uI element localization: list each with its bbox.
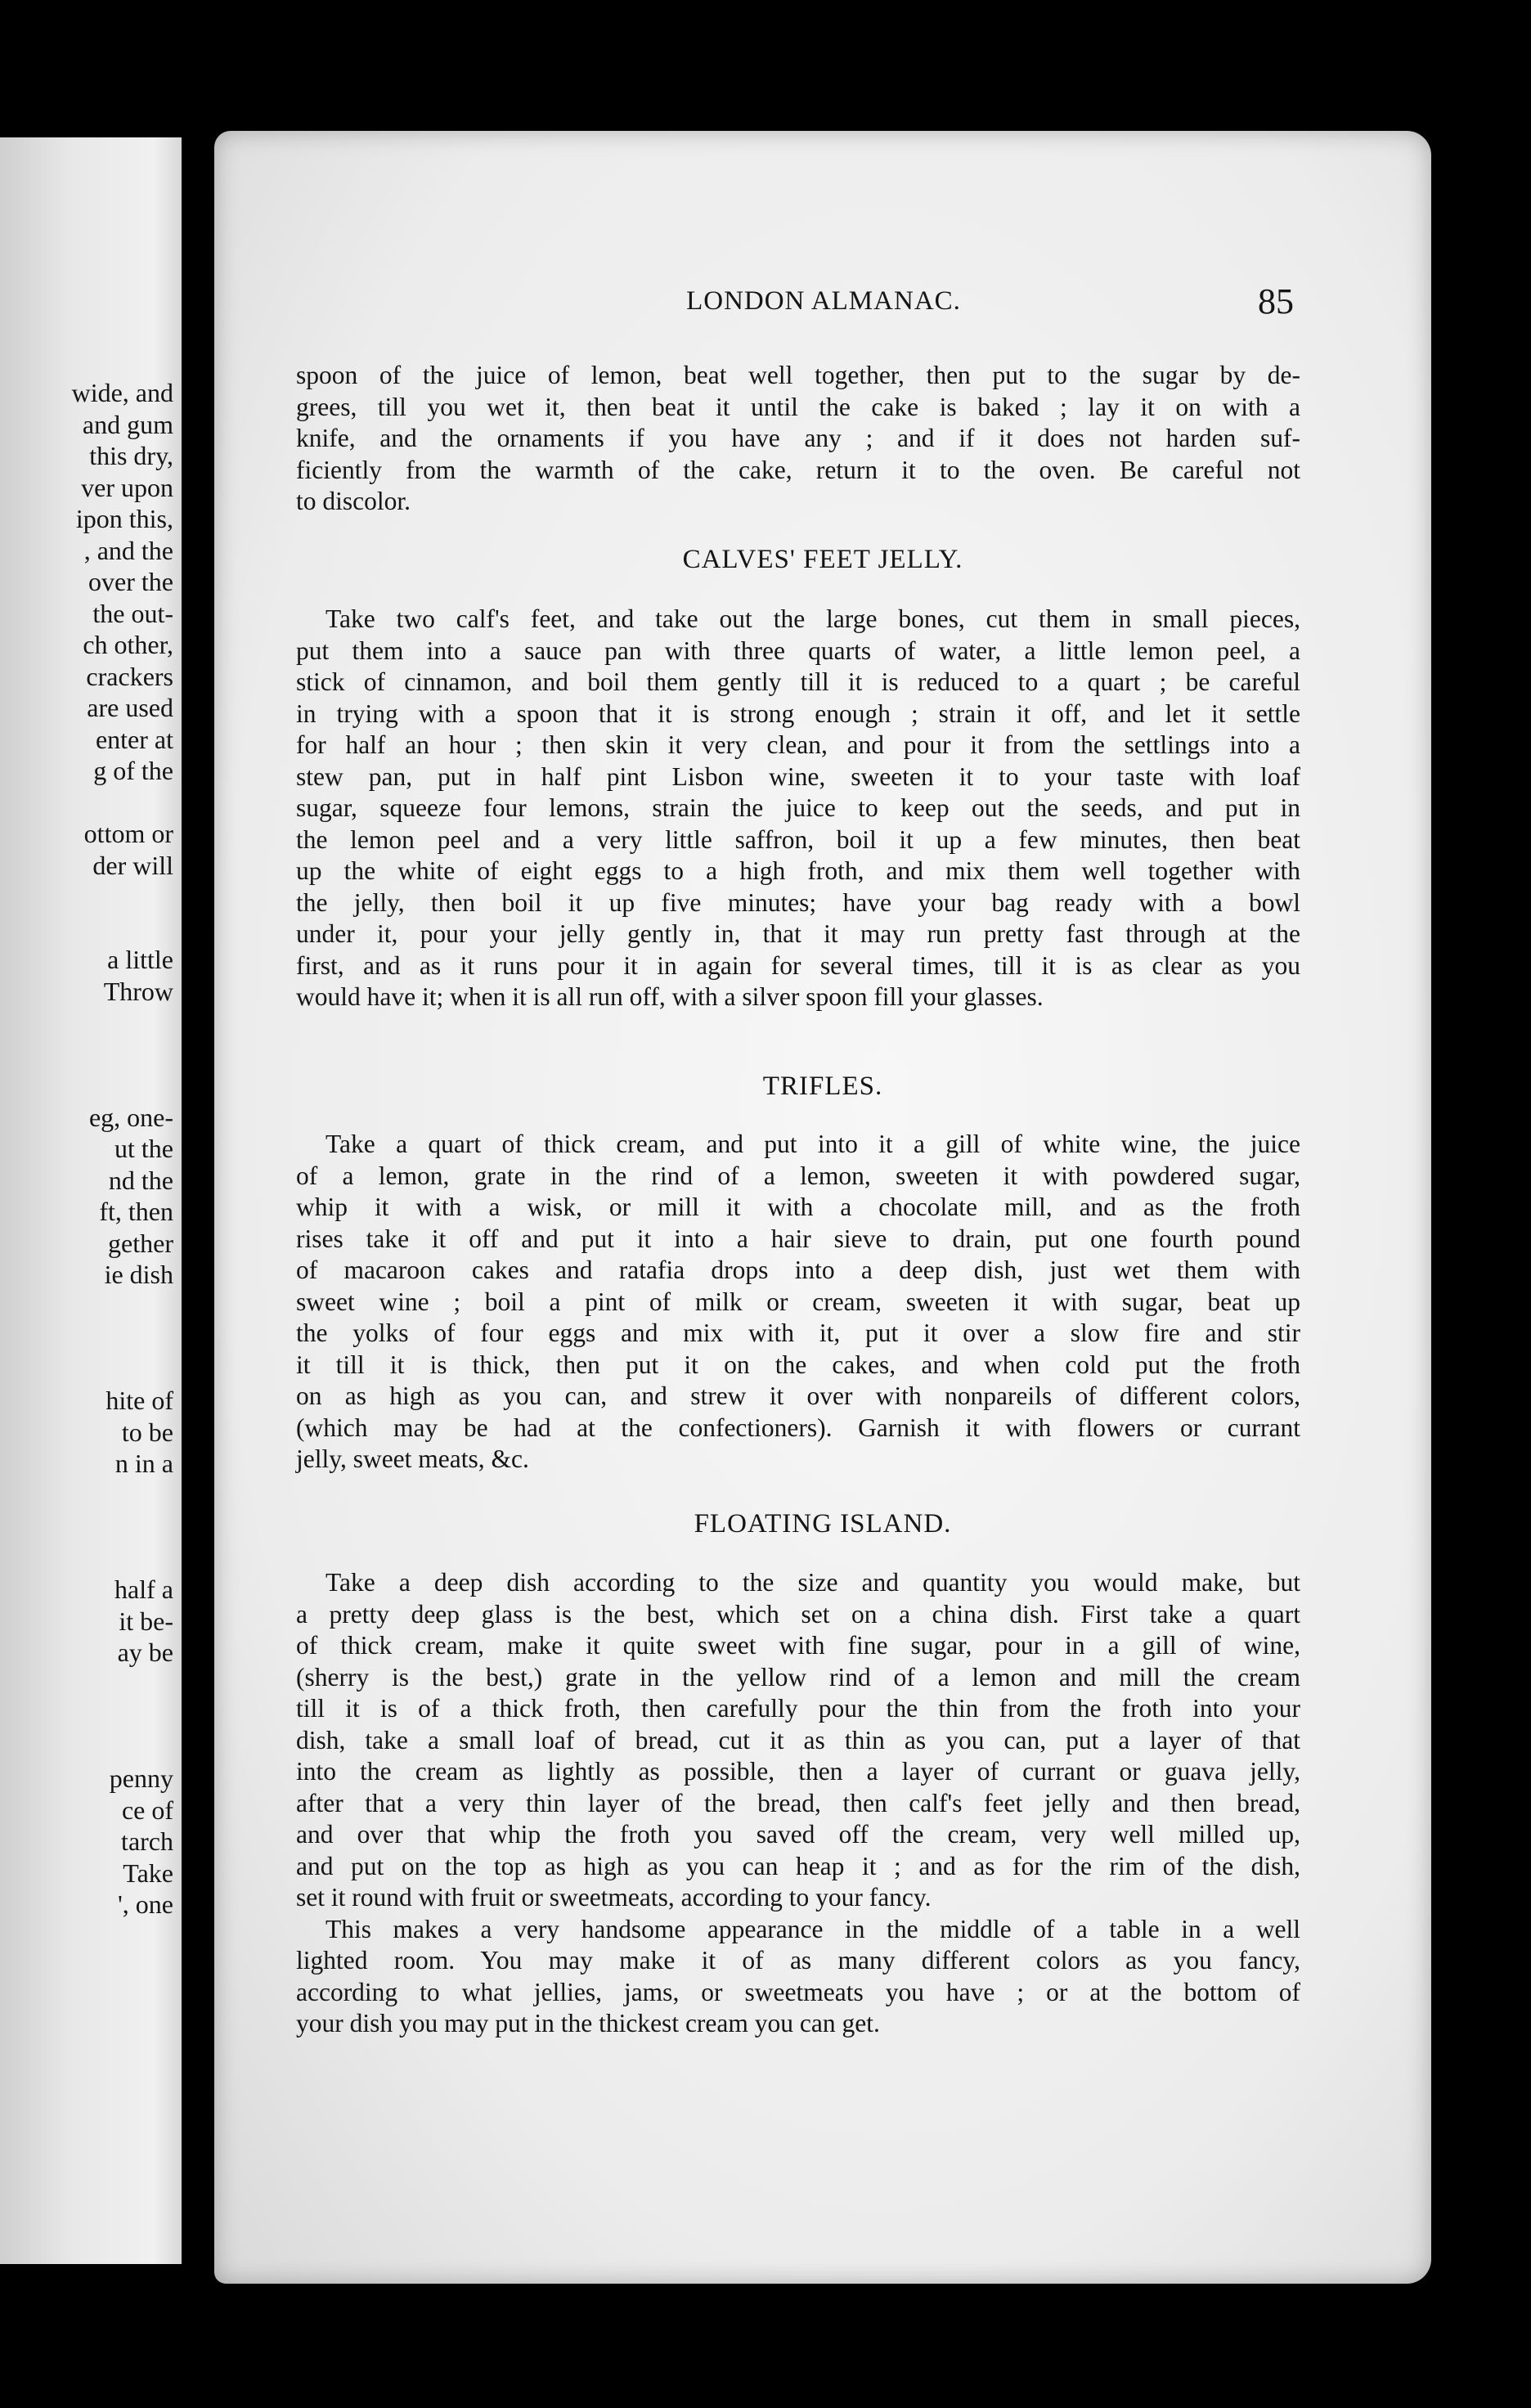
facing-page-line: g of the <box>93 756 173 785</box>
text-line: stick of cinnamon, and boil them gently till it is reduced to a quart ; be careful <box>296 667 1300 696</box>
facing-page-line: ft, then <box>99 1197 173 1226</box>
facing-page-line: gether <box>108 1228 173 1258</box>
facing-page-line: penny <box>109 1763 173 1793</box>
facing-page-line: it be- <box>119 1606 173 1636</box>
text-line: jelly, sweet meats, &c. <box>296 1444 529 1473</box>
text-line: sugar, squeeze four lemons, strain the juice to keep out the seeds, and put in <box>296 793 1300 822</box>
text-line: the lemon peel and a very little saffron, boil it up a few minutes, then beat <box>296 824 1300 854</box>
text-line: to discolor. <box>296 487 411 515</box>
text-line: in trying with a spoon that it is strong enough ; strain it off, and let it settle <box>296 699 1300 728</box>
facing-page-line: and gum <box>82 409 173 439</box>
text-line: on as high as you can, and strew it over with nonpareils of different colors, <box>296 1381 1300 1410</box>
page-number: 85 <box>1258 281 1294 321</box>
book-page <box>214 131 1431 2284</box>
text-line: first, and as it runs pour it in again for several times, till it is as clear as you <box>296 950 1300 980</box>
facing-page-line: hite of <box>106 1386 173 1415</box>
facing-page-line: ipon this, <box>75 504 173 533</box>
section-title: FLOATING ISLAND. <box>694 1509 952 1539</box>
facing-page-line: ', one <box>118 1889 173 1919</box>
text-line: whip it with a wisk, or mill it with a chocolate mill, and as the froth <box>296 1193 1300 1221</box>
facing-page-line: ce of <box>121 1795 173 1825</box>
text-line: dish, take a small loaf of bread, cut it as thin as you can, put a layer of that <box>296 1725 1300 1754</box>
facing-page-line: ottom or <box>83 819 173 848</box>
section-title: TRIFLES. <box>762 1071 883 1101</box>
facing-page-line: ver upon <box>81 472 173 502</box>
text-line: of a lemon, grate in the rind of a lemon, sweeten it with powdered sugar, <box>296 1161 1300 1190</box>
text-line: Take two calf's feet, and take out the large bones, cut them in small pieces, <box>326 604 1300 633</box>
text-line: and over that whip the froth you saved off the cream, very well milled up, <box>296 1820 1300 1849</box>
text-line: (sherry is the best,) grate in the yellow rind of a lemon and mill the cream <box>296 1662 1300 1691</box>
text-line: after that a very thin layer of the bread, then calf's feet jelly and then bread, <box>296 1788 1300 1817</box>
text-line: (which may be had at the confectioners). Garnish it with flowers or currant <box>296 1413 1300 1442</box>
text-line: till it is of a thick froth, then carefully pour the thin from the froth into your <box>296 1694 1300 1723</box>
facing-page-line: to be <box>121 1417 173 1447</box>
text-line: according to what jellies, jams, or sweetmeats you have ; or at the bottom of <box>296 1977 1300 2006</box>
facing-page-line: Take <box>123 1858 173 1888</box>
facing-page-line: ie dish <box>104 1260 173 1289</box>
facing-page-line: der will <box>92 850 173 880</box>
facing-page-line: nd the <box>108 1165 173 1195</box>
text-line: the yolks of four eggs and mix with it, put it over a slow fire and stir <box>296 1319 1300 1347</box>
text-line: knife, and the ornaments if you have any ; and if it does not harden suf- <box>296 424 1300 452</box>
text-line: into the cream as lightly as possible, then a layer of currant or guava jelly, <box>296 1757 1300 1786</box>
text-line: would have it; when it is all run off, with a silver spoon fill your glasses. <box>296 982 1044 1011</box>
facing-page-line: , and the <box>83 535 173 565</box>
facing-page-line: the out- <box>92 598 173 628</box>
facing-page-line: ut the <box>114 1134 173 1163</box>
facing-page-line: ch other, <box>83 630 173 659</box>
text-line: lighted room. You may make it of as many different colors as you fancy, <box>296 1946 1300 1974</box>
facing-page-line: enter at <box>95 724 173 754</box>
text-line: stew pan, put in half pint Lisbon wine, sweeten it to your taste with loaf <box>296 761 1300 791</box>
facing-page-line: ay be <box>117 1638 173 1667</box>
text-line: of macaroon cakes and ratafia drops into a deep dish, just wet them with <box>296 1256 1300 1284</box>
text-line: under it, pour your jelly gently in, that it may run pretty fast through at the <box>296 919 1300 948</box>
facing-page-line: a little <box>107 945 173 974</box>
facing-page-line: wide, and <box>71 378 173 407</box>
text-line: Take a quart of thick cream, and put into it a gill of white wine, the juice <box>326 1130 1300 1158</box>
text-line: for half an hour ; then skin it very clean, and pour it from the settlings into a <box>296 730 1300 759</box>
facing-page-line: n in a <box>114 1449 173 1478</box>
facing-page <box>0 137 182 2264</box>
text-line: spoon of the juice of lemon, beat well together, then put to the sugar by de- <box>296 361 1300 389</box>
facing-page-line: tarch <box>121 1826 173 1856</box>
text-line: rises take it off and put it into a hair sieve to drain, put one fourth pound <box>296 1224 1300 1253</box>
text-line: This makes a very handsome appearance in the middle of a table in a well <box>326 1914 1300 1943</box>
text-line: Take a deep dish according to the size and quantity you would make, but <box>326 1568 1300 1597</box>
facing-page-line: over the <box>88 567 173 596</box>
facing-page-line: this dry, <box>89 441 173 470</box>
text-line: up the white of eight eggs to a high froth, and mix them well together with <box>296 856 1300 885</box>
facing-page-line: are used <box>87 693 173 722</box>
text-line: set it round with fruit or sweetmeats, according to your fancy. <box>296 1883 932 1912</box>
facing-page-line: crackers <box>86 661 173 691</box>
facing-page-line: eg, one- <box>88 1102 173 1132</box>
running-head: LONDON ALMANAC. <box>686 286 961 316</box>
facing-page-line: Throw <box>103 976 173 1006</box>
text-line: put them into a sauce pan with three quarts of water, a little lemon peel, a <box>296 636 1300 665</box>
text-line: a pretty deep glass is the best, which set on a china dish. First take a quart <box>296 1599 1300 1629</box>
text-line: your dish you may put in the thickest cream you can get. <box>296 2009 880 2037</box>
text-line: of thick cream, make it quite sweet with fine sugar, pour in a gill of wine, <box>296 1631 1300 1660</box>
text-line: and put on the top as high as you can heap it ; and as for the rim of the dish, <box>296 1851 1300 1880</box>
text-line: sweet wine ; boil a pint of milk or cream, sweeten it with sugar, beat up <box>296 1287 1300 1316</box>
text-line: ficiently from the warmth of the cake, return it to the oven. Be careful not <box>296 455 1300 484</box>
facing-page-line: half a <box>114 1575 173 1604</box>
text-line: the jelly, then boil it up five minutes; have your bag ready with a bowl <box>296 887 1300 917</box>
text-line: it till it is thick, then put it on the cakes, and when cold put the froth <box>296 1350 1300 1379</box>
section-title: CALVES' FEET JELLY. <box>682 545 963 574</box>
text-line: grees, till you wet it, then beat it until the cake is baked ; lay it on with a <box>296 392 1300 421</box>
